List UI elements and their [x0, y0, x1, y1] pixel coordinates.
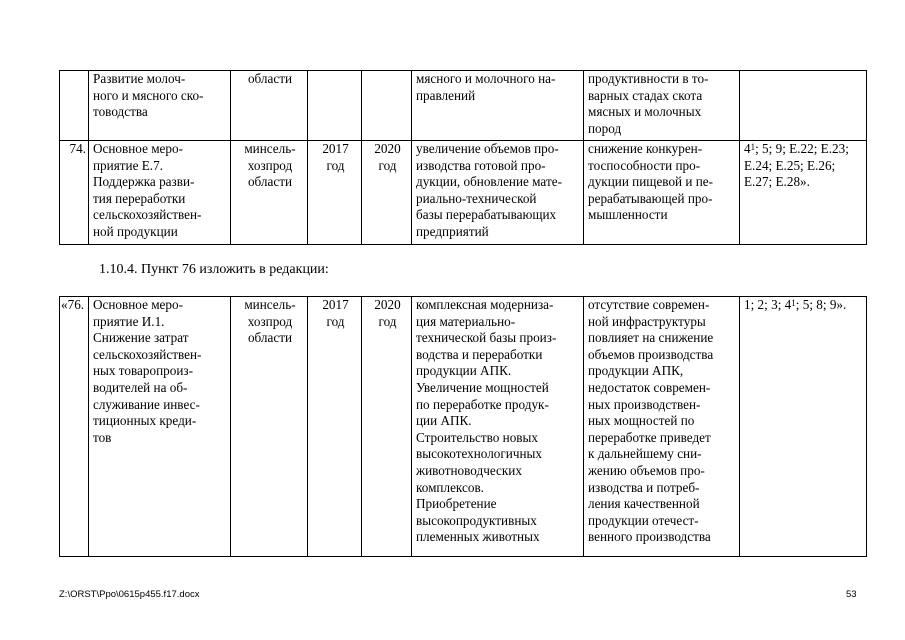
cell-name	[89, 71, 231, 141]
text-line: водства и переработки	[416, 346, 543, 362]
cell-name	[89, 141, 231, 245]
text-line: предприятий	[416, 223, 489, 239]
text-line: изводства и потреб-	[588, 479, 700, 495]
text-line: ного и мясного ско-	[93, 87, 204, 103]
indicators-line-1: 1; 2; 3; $4^1$; 5; 8; 9».	[744, 297, 847, 312]
text-line: тов	[93, 429, 112, 445]
text-line: водителей на об-	[93, 379, 188, 395]
text-line: год	[378, 313, 397, 329]
indicators-line-1: $4^1$; 5; 9; Е.22; Е.23;	[744, 141, 849, 156]
cell-executor	[231, 297, 308, 557]
table-row	[60, 297, 867, 557]
text-line: Поддержка разви-	[93, 174, 195, 190]
superscript: 1	[791, 298, 796, 308]
text-line: хозпрод	[247, 313, 293, 329]
text-line: мясных и молочных	[588, 104, 702, 120]
text-line: минсель-	[244, 297, 296, 312]
text-line: дукции пищевой и пе-	[588, 174, 714, 190]
text-line: снижение конкурен-	[588, 141, 703, 156]
cell-indicators	[740, 297, 867, 557]
cell-content	[412, 71, 584, 141]
cell-content	[412, 297, 584, 557]
text-line: высокопродуктивных	[416, 512, 537, 528]
text-line: риально-технической	[416, 190, 537, 206]
text-line: минсель-	[244, 141, 296, 156]
text-line: Е.24; Е.25; Е.26;	[744, 157, 836, 173]
text-line: сельскохозяйствен-	[93, 346, 202, 362]
cell-end-year	[362, 71, 412, 141]
text-line: варных стадах скота	[588, 87, 703, 103]
text-line: сельскохозяйствен-	[93, 207, 202, 223]
text-line: служивание инвес-	[93, 396, 200, 412]
footer-page-number: 53	[846, 589, 857, 600]
text-line: ной инфраструктуры	[588, 313, 706, 329]
text-line: ных товаропроиз-	[93, 363, 193, 379]
table-bottom	[59, 296, 867, 557]
text-line: к дальнейшему сни-	[588, 446, 702, 462]
cell-num	[60, 71, 89, 141]
text-line: комплексная модерниза-	[416, 297, 554, 312]
cell-num: 74.	[60, 141, 89, 245]
text-line: отсутствие современ-	[588, 297, 710, 312]
cell-consequence	[584, 297, 740, 557]
text-line: племенных животных	[416, 529, 540, 545]
cell-consequence	[584, 141, 740, 245]
text-line: год	[326, 157, 345, 173]
cell-consequence	[584, 71, 740, 141]
text-line: пород	[588, 120, 622, 136]
text-line: приятие Е.7.	[93, 157, 163, 173]
text-line: год	[378, 157, 397, 173]
table-top	[59, 70, 867, 245]
text-line: повлияет на снижение	[588, 330, 714, 346]
text-line: 2017	[322, 141, 349, 156]
text-line: продукции АПК.	[416, 363, 512, 379]
table-row	[60, 141, 867, 245]
cell-indicators	[740, 141, 867, 245]
text-line: правлений	[416, 87, 476, 103]
text-line: продуктивности в то-	[588, 71, 709, 86]
text-line: ных мощностей по	[588, 413, 695, 429]
text-line: 2017	[322, 297, 349, 312]
text-line: Основное меро-	[93, 297, 183, 312]
text-line: области	[247, 330, 293, 346]
text-line: переработке приведет	[588, 429, 711, 445]
text-line: мышленности	[588, 207, 668, 223]
text-line: высокотехнологичных	[416, 446, 542, 462]
text-line: ция материально-	[416, 313, 516, 329]
cell-start-year	[308, 141, 362, 245]
cell-executor	[231, 71, 308, 141]
footer-file-path: Z:\ORST\Ppo\0615p455.f17.docx	[59, 589, 200, 600]
text-line: хозпрод	[247, 157, 293, 173]
cell-start-year	[308, 297, 362, 557]
table-row	[60, 71, 867, 141]
text-line: тоспособности про-	[588, 157, 701, 173]
text-line: животноводческих	[416, 462, 522, 478]
text-line: мясного и молочного на-	[416, 71, 556, 86]
cell-indicators	[740, 71, 867, 141]
indicators-rest	[744, 158, 864, 191]
cell-content	[412, 141, 584, 245]
cell-end-year	[362, 141, 412, 245]
text-line: ной продукции	[93, 223, 178, 239]
superscript: 1	[750, 142, 756, 152]
text-line: дукции, обновление мате-	[416, 174, 562, 190]
text-line: Развитие молоч-	[93, 71, 186, 86]
text-line: жению объемов про-	[588, 462, 705, 478]
text-line: изводства готовой про-	[416, 157, 546, 173]
text-line: ции АПК.	[416, 413, 472, 429]
text-line: Строительство новых	[416, 429, 538, 445]
text-line: по переработке продук-	[416, 396, 549, 412]
text-line: Основное меро-	[93, 141, 183, 156]
cell-name	[89, 297, 231, 557]
text-line: увеличение объемов про-	[416, 141, 559, 156]
text-line: области	[247, 71, 293, 86]
text-line: 2020	[374, 297, 401, 312]
text-line: продукции АПК,	[588, 363, 684, 379]
text-line: Приобретение	[416, 496, 497, 512]
text-line: комплексов.	[416, 479, 484, 495]
cell-end-year	[362, 297, 412, 557]
cell-executor	[231, 141, 308, 245]
text-line: объемов производства	[588, 346, 714, 362]
text-line: недостаток современ-	[588, 379, 711, 395]
text-line: рерабатывающей про-	[588, 190, 713, 206]
cell-start-year	[308, 71, 362, 141]
text-line: ления качественной	[588, 496, 700, 512]
text-line: товодства	[93, 104, 148, 120]
text-line: приятие И.1.	[93, 313, 165, 329]
text-line: ных производствен-	[588, 396, 701, 412]
text-line: год	[326, 313, 345, 329]
text-line: Увеличение мощностей	[416, 379, 549, 395]
text-line: области	[247, 174, 293, 190]
text-line: Снижение затрат	[93, 330, 189, 346]
cell-num: «76.	[60, 297, 89, 557]
text-line: 2020	[374, 141, 401, 156]
paragraph-instruction: 1.10.4. Пункт 76 изложить в редакции:	[99, 262, 329, 277]
text-line: продукции отечест-	[588, 512, 699, 528]
text-line: технической базы произ-	[416, 330, 557, 346]
text-line: базы перерабатывающих	[416, 207, 557, 223]
text-line: тиционных креди-	[93, 413, 197, 429]
text-line: венного производства	[588, 529, 711, 545]
text-line: тия переработки	[93, 190, 186, 206]
text-line: Е.27; Е.28».	[744, 174, 810, 190]
